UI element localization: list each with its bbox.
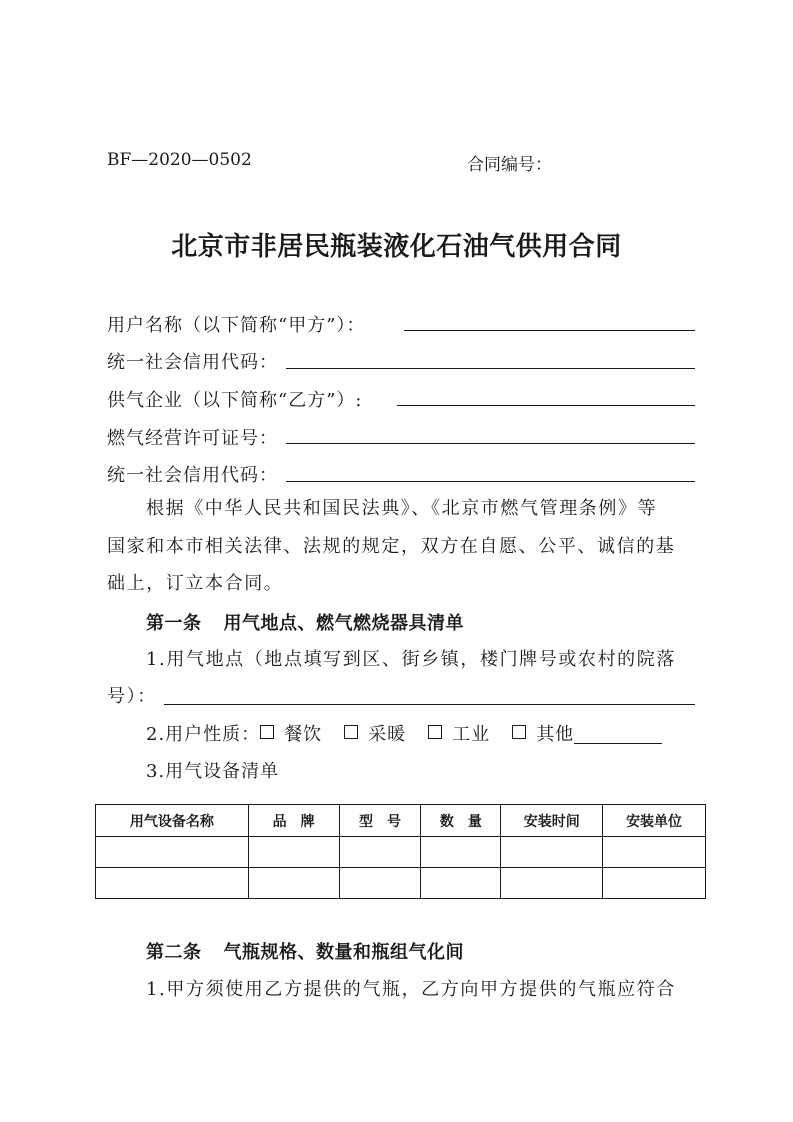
table-cell[interactable]: [421, 837, 501, 868]
usage-location-field[interactable]: [164, 704, 695, 705]
table-row: [96, 837, 706, 868]
user-nature-label: 2.用户性质：: [146, 724, 261, 745]
article-1-item-1-line-2: 号）：: [107, 686, 157, 707]
checkbox-catering[interactable]: [260, 725, 274, 739]
document-title: 北京市非居民瓶装液化石油气供用合同: [171, 232, 622, 262]
header-install-unit: 安装单位: [603, 805, 706, 837]
table-cell[interactable]: [339, 837, 421, 868]
option-catering: 餐饮: [284, 724, 323, 745]
table-cell[interactable]: [248, 868, 339, 899]
article-1-item-3: 3.用气设备清单: [146, 761, 280, 782]
user-name-label: 用户名称（以下简称“甲方”）：: [107, 315, 366, 336]
option-industry: 工业: [452, 724, 491, 745]
equipment-table: [95, 804, 706, 899]
header-equipment-name: 用气设备名称: [96, 805, 249, 837]
credit-code-field-2[interactable]: [286, 481, 695, 482]
option-other: 其他: [536, 724, 575, 745]
article-1-heading: [146, 609, 464, 635]
credit-code-label-1: 统一社会信用代码：: [107, 352, 278, 373]
article-1-title: 用气地点、燃气燃烧器具清单: [223, 613, 464, 634]
table-cell[interactable]: [501, 868, 603, 899]
other-field[interactable]: [574, 725, 662, 744]
table-cell[interactable]: [603, 868, 706, 899]
intro-line-1: 根据《中华人民共和国民法典》、《北京市燃气管理条例》等: [146, 498, 658, 519]
header-brand: 品 牌: [248, 805, 339, 837]
article-2-number: 第二条: [146, 942, 202, 963]
checkbox-industry[interactable]: [428, 725, 442, 739]
license-field[interactable]: [286, 443, 695, 444]
header-model: 型 号: [339, 805, 421, 837]
table-cell[interactable]: [248, 837, 339, 868]
intro-line-2: 国家和本市相关法律、法规的规定，双方在自愿、公平、诚信的基: [107, 536, 676, 557]
user-name-field[interactable]: [404, 330, 695, 331]
header-install-time: 安装时间: [501, 805, 603, 837]
article-2-title: 气瓶规格、数量和瓶组气化间: [223, 942, 464, 963]
table-cell[interactable]: [421, 868, 501, 899]
table-header-row: [96, 805, 706, 837]
article-2-item-1-line-1: 1.甲方须使用乙方提供的气瓶，乙方向甲方提供的气瓶应符合: [146, 979, 676, 1000]
supplier-label: 供气企业（以下简称“乙方”）:: [107, 390, 363, 411]
credit-code-label-2: 统一社会信用代码：: [107, 465, 278, 486]
license-label: 燃气经营许可证号：: [107, 428, 278, 449]
option-heating: 采暖: [368, 724, 407, 745]
document-code: BF—2020—0502: [107, 150, 252, 170]
article-1-number: 第一条: [146, 613, 202, 634]
table-cell[interactable]: [501, 837, 603, 868]
checkbox-other[interactable]: [512, 725, 526, 739]
table-row: [96, 868, 706, 899]
contract-number-label: 合同编号：: [467, 155, 552, 175]
user-nature-row: [146, 720, 662, 746]
table-cell[interactable]: [603, 837, 706, 868]
table-cell[interactable]: [96, 837, 249, 868]
table-cell[interactable]: [339, 868, 421, 899]
credit-code-field-1[interactable]: [286, 368, 695, 369]
checkbox-heating[interactable]: [344, 725, 358, 739]
article-1-item-1-line-1: 1.用气地点（地点填写到区、街乡镇，楼门牌号或农村的院落: [146, 649, 676, 670]
supplier-field[interactable]: [397, 405, 695, 406]
intro-line-3: 础上，订立本合同。: [107, 573, 284, 594]
table-cell[interactable]: [96, 868, 249, 899]
header-quantity: 数 量: [421, 805, 501, 837]
article-2-heading: [146, 938, 464, 964]
